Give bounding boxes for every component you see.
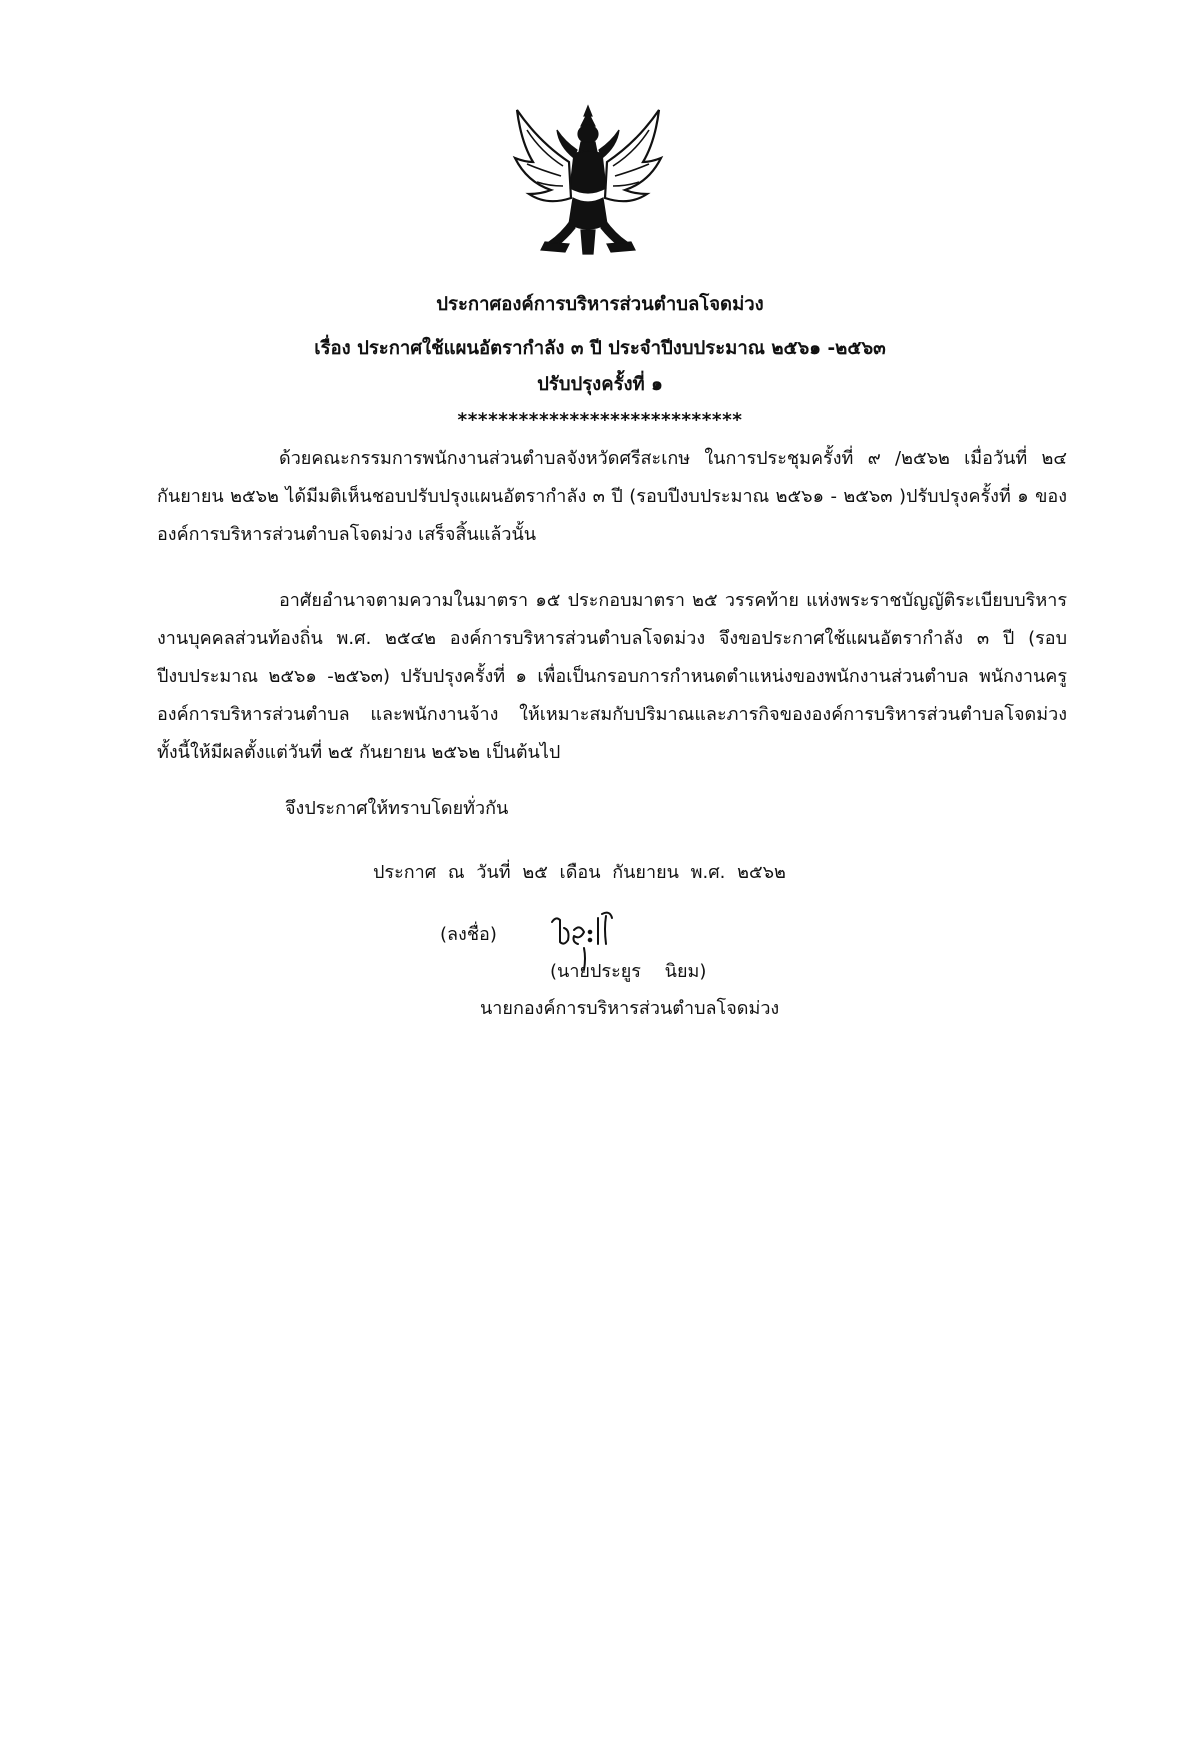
closing-statement: จึงประกาศให้ทราบโดยทั่วกัน: [285, 798, 509, 819]
body-paragraph-1: ด้วยคณะกรรมการพนักงานส่วนตำบลจังหวัดศรีสะเกษ ในการประชุมครั้งที่ ๙ /๒๕๖๒ เมื่อวันที่ ๒๔ กันยายน ๒๕๖๒ ได้มีมติเห็นชอบปรับปรุงแผนอัตรากำลัง ๓ ปี (รอบปีงบประมาณ ๒๕๖๑ - ๒๕๖๓ )ปรับปรุงครั้งที่ ๑ ขององค์การบริหารส่วนตำบลโจดม่วง เสร็จสิ้นแล้วนั้น: [157, 448, 1067, 545]
signer-name: (นายประยูร นิยม): [550, 961, 707, 982]
garuda-emblem-icon: [511, 102, 665, 260]
separator-stars: ****************************: [457, 410, 743, 431]
announcement-revision: ปรับปรุงครั้งที่ ๑: [537, 374, 663, 395]
announcement-title: ประกาศองค์การบริหารส่วนตำบลโจดม่วง: [436, 294, 764, 315]
body-paragraph-2: อาศัยอำนาจตามความในมาตรา ๑๕ ประกอบมาตรา ๒๕ วรรคท้าย แห่งพระราชบัญญัติระเบียบบริหารงานบุคคลส่วนท้องถิ่น พ.ศ. ๒๕๔๒ องค์การบริหารส่วนตำบลโจดม่วง จึงขอประกาศใช้แผนอัตรากำลัง ๓ ปี (รอบปีงบประมาณ ๒๕๖๑ -๒๕๖๓) ปรับปรุงครั้งที่ ๑ เพื่อเป็นกรอบการกำหนดตำแหน่งของพนักงานส่วนตำบล พนักงานครูองค์การบริหารส่วนตำบล และพนักงานจ้าง ให้เหมาะสมกับปริมาณและภารกิจขององค์การบริหารส่วนตำบลโจดม่วง ทั้งนี้ให้มีผลตั้งแต่วันที่ ๒๕ กันยายน ๒๕๖๒ เป็นต้นไป: [157, 590, 1067, 763]
signer-position: นายกองค์การบริหารส่วนตำบลโจดม่วง: [480, 998, 780, 1019]
announcement-subject: เรื่อง ประกาศใช้แผนอัตรากำลัง ๓ ปี ประจำปีงบประมาณ ๒๕๖๑ -๒๕๖๓: [314, 338, 886, 359]
announcement-date: ประกาศ ณ วันที่ ๒๕ เดือน กันยายน พ.ศ. ๒๕๖๒: [373, 862, 786, 883]
signature-label: (ลงชื่อ): [440, 924, 497, 945]
